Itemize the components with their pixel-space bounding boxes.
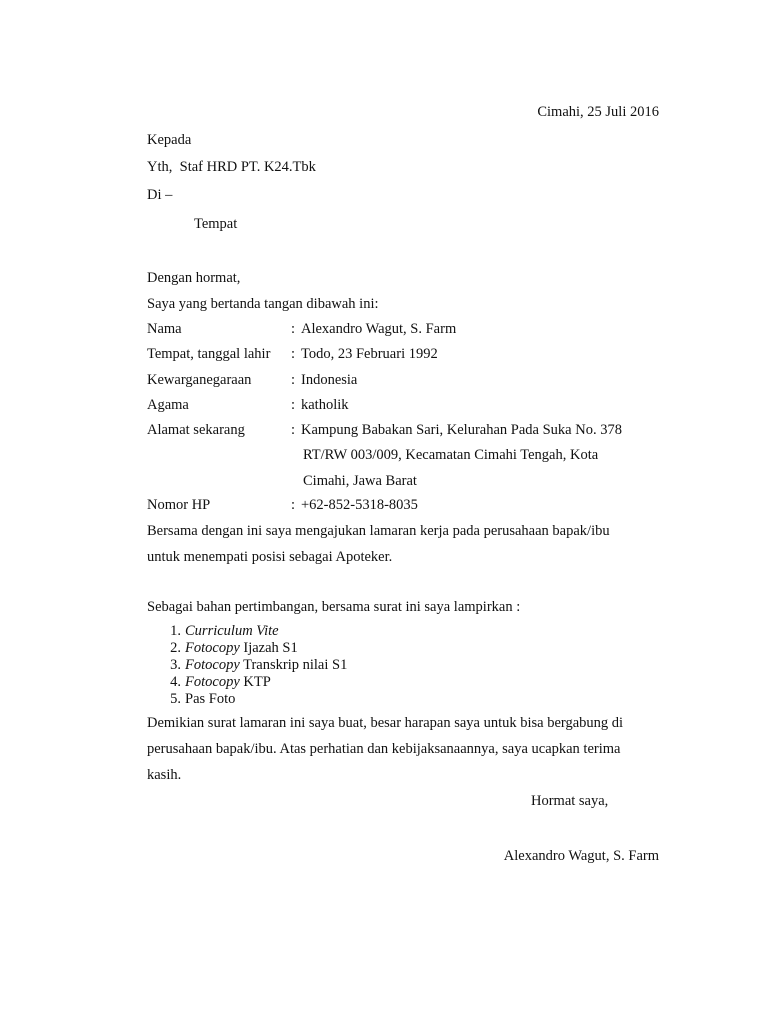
attachment-text: Pas Foto [185,691,236,707]
attachment-number: 2. [170,640,181,656]
attachments-intro: Sebagai bahan pertimbangan, bersama surat ini saya lampirkan : [147,599,521,615]
field-colon: : [291,372,296,388]
field-label: Tempat, tanggal lahir [147,346,271,362]
closing-paragraph-line: Demikian surat lamaran ini saya buat, besar harapan saya untuk bisa bergabung di [147,715,624,731]
attachment-item [159,656,347,674]
attachment-italic: Fotocopy [185,640,240,656]
field-value: Alexandro Wagut, S. Farm [301,321,457,337]
attachment-text: KTP [239,674,271,690]
body-paragraph-line: Bersama dengan ini saya mengajukan lamaran kerja pada perusahaan bapak/ibu [147,523,610,539]
recipient-di: Di – [147,187,173,203]
salutation: Hormat saya, [531,793,609,809]
attachment-number: 4. [170,674,181,690]
field-value: Todo, 23 Februari 1992 [301,346,438,362]
attachment-italic: Curriculum Vite [185,623,279,639]
field-value: Indonesia [301,372,358,388]
intro-text: Saya yang bertanda tangan dibawah ini: [147,296,379,312]
field-label: Nama [147,321,182,337]
attachment-italic: Fotocopy [185,674,240,690]
field-colon: : [291,346,296,362]
field-value: katholik [301,397,349,413]
attachment-item [159,690,235,708]
field-colon: : [291,397,296,413]
address-continuation: RT/RW 003/009, Kecamatan Cimahi Tengah, Kota [303,447,599,463]
place-date: Cimahi, 25 Juli 2016 [537,104,659,120]
field-colon: : [291,321,296,337]
field-label: Alamat sekarang [147,422,245,438]
field-value: Kampung Babakan Sari, Kelurahan Pada Suka No. 378 [301,422,622,438]
signature-name: Alexandro Wagut, S. Farm [503,848,659,864]
field-colon: : [291,497,296,513]
attachment-item [159,639,298,657]
attachment-text: Ijazah S1 [239,640,298,656]
attachment-italic: Fotocopy [185,657,240,673]
field-colon: : [291,422,296,438]
address-continuation: Cimahi, Jawa Barat [303,473,417,489]
field-label: Kewarganegaraan [147,372,252,388]
attachment-number: 1. [170,623,181,639]
field-label: Agama [147,397,189,413]
attachment-text: Transkrip nilai S1 [239,657,348,673]
recipient-yth: Yth, Staf HRD PT. K24.Tbk [147,159,316,175]
attachment-item [159,622,279,640]
field-label: Nomor HP [147,497,211,513]
closing-paragraph-line: kasih. [147,767,182,783]
attachment-item [159,673,271,691]
greeting: Dengan hormat, [147,270,241,286]
attachment-number: 5. [170,691,181,707]
recipient-kepada: Kepada [147,132,192,148]
body-paragraph-line: untuk menempati posisi sebagai Apoteker. [147,549,393,565]
attachment-number: 3. [170,657,181,673]
closing-paragraph-line: perusahaan bapak/ibu. Atas perhatian dan kebijaksanaannya, saya ucapkan terima [147,741,621,757]
recipient-tempat: Tempat [194,216,238,232]
field-value: +62-852-5318-8035 [301,497,418,513]
